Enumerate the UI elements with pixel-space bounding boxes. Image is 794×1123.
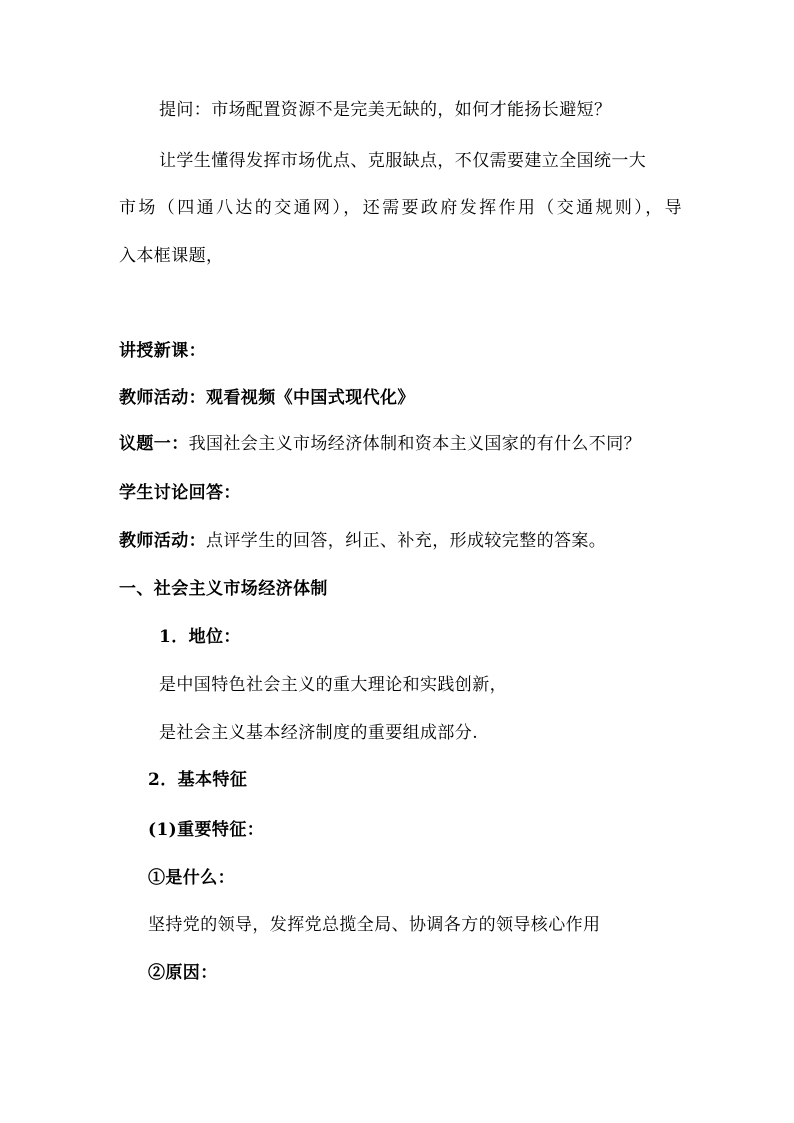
intro-paragraph-line-3: 入本框课题，: [119, 246, 224, 266]
item-two-heading: 2．基本特征: [148, 770, 248, 790]
sub-one-question-reason: ②原因：: [148, 963, 218, 983]
teacher-activity-video: 教师活动：观看视频《中国式现代化》: [119, 388, 415, 408]
teacher-activity-review-label: 教师活动：: [119, 531, 206, 551]
section-one-title: 一、社会主义市场经济体制: [119, 579, 328, 599]
item-one-line-1: 是中国特色社会主义的重大理论和实践创新，: [159, 675, 507, 695]
topic-one: [119, 432, 641, 456]
teacher-activity-review: [119, 529, 606, 553]
sub-one-question-what: ①是什么：: [148, 868, 235, 888]
student-discussion: 学生讨论回答：: [119, 483, 241, 503]
topic-one-label: 议题一：: [119, 434, 189, 454]
intro-paragraph-line-1: 让学生懂得发挥市场优点、克服缺点，不仅需要建立全国统一大: [159, 151, 647, 171]
teacher-activity-review-text: 点评学生的回答，纠正、补充，形成较完整的答案。: [206, 531, 607, 551]
item-one-heading: 1．地位：: [159, 627, 241, 647]
sub-one-heading: (1)重要特征：: [148, 820, 265, 840]
intro-paragraph-line-2: 市场（四通八达的交通网），还需要政府发挥作用（交通规则），导: [119, 198, 682, 218]
topic-one-text: 我国社会主义市场经济体制和资本主义国家的有什么不同？: [188, 434, 642, 454]
new-lesson-heading: 讲授新课：: [119, 341, 206, 361]
sub-one-answer-what: 坚持党的领导，发挥党总揽全局、协调各方的领导核心作用: [148, 915, 601, 935]
item-one-line-2: 是社会主义基本经济制度的重要组成部分.: [159, 723, 479, 743]
intro-question: 提问：市场配置资源不是完美无缺的，如何才能扬长避短？: [159, 100, 612, 120]
